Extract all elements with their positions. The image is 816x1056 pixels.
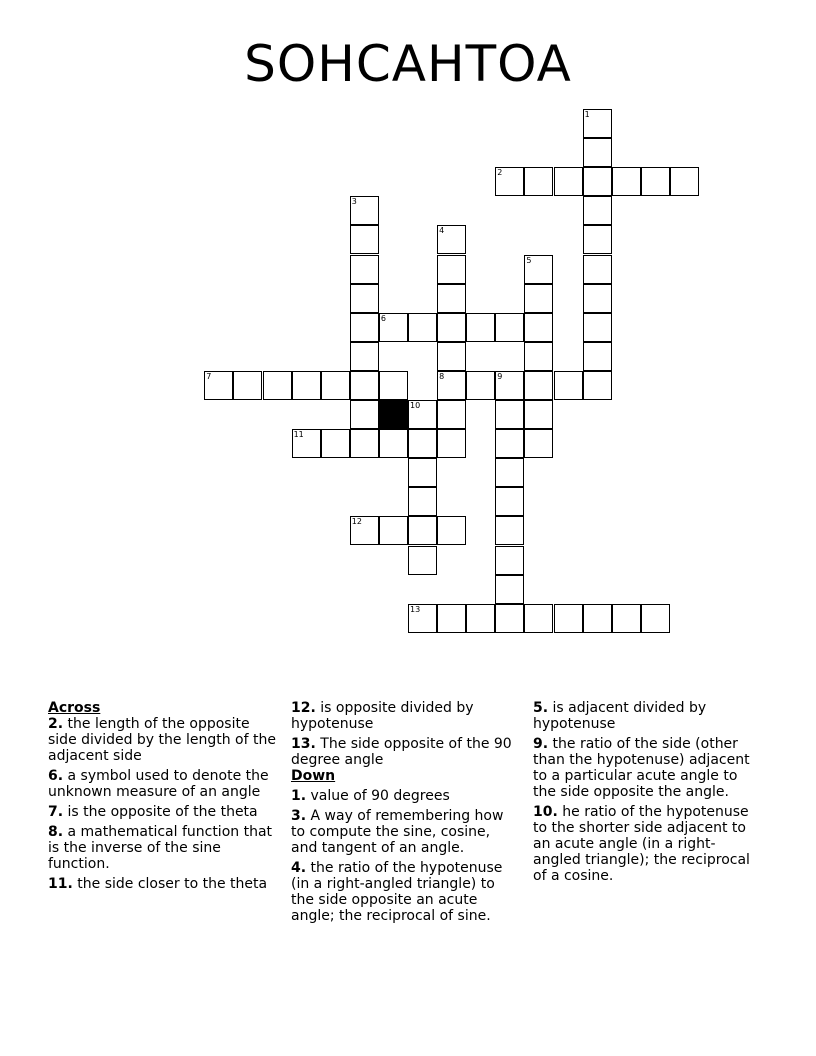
grid-cell[interactable] — [495, 604, 524, 633]
clue — [291, 860, 519, 924]
grid-cell[interactable] — [524, 400, 553, 429]
grid-cell[interactable] — [583, 371, 612, 400]
grid-cell[interactable] — [583, 342, 612, 371]
grid-cell[interactable] — [379, 516, 408, 545]
grid-cell[interactable] — [379, 313, 408, 342]
clue-text: value of 90 degrees — [306, 788, 450, 804]
grid-cell[interactable] — [292, 371, 321, 400]
grid-cell[interactable] — [466, 371, 495, 400]
grid-cell[interactable] — [437, 255, 466, 284]
page-title: SOHCAHTOA — [244, 35, 572, 93]
clue-text: The side opposite of the 90 degree angle — [291, 736, 512, 768]
grid-cell[interactable] — [408, 429, 437, 458]
clue-number-label: 6. — [48, 768, 64, 784]
clue — [48, 876, 276, 892]
grid-cell[interactable] — [408, 313, 437, 342]
grid-cell[interactable] — [641, 167, 670, 196]
clue-number-label: 2. — [48, 716, 64, 732]
clue-number: 4 — [439, 226, 445, 236]
clue-number: 5 — [526, 255, 532, 265]
clue — [48, 824, 276, 872]
clue-number-label: 4. — [291, 860, 307, 876]
clue-column-1 — [48, 700, 276, 896]
grid-cell[interactable] — [350, 255, 379, 284]
grid-cell[interactable] — [524, 429, 553, 458]
grid-cell[interactable] — [437, 604, 466, 633]
grid-cell[interactable] — [554, 604, 583, 633]
grid-cell[interactable] — [612, 604, 641, 633]
clue-number: 10 — [410, 401, 421, 410]
grid-cell[interactable] — [495, 400, 524, 429]
clue — [291, 788, 519, 804]
grid-cell[interactable] — [233, 371, 262, 400]
clue-number: 12 — [351, 517, 362, 527]
grid-cell[interactable] — [466, 604, 495, 633]
grid-cell[interactable] — [583, 196, 612, 225]
grid-cell[interactable] — [437, 284, 466, 313]
grid-cell[interactable] — [350, 313, 379, 342]
clue — [291, 736, 519, 768]
grid-cell[interactable] — [495, 516, 524, 545]
clue-text: A way of remembering how to compute the sine, cosine, and tangent of an angle. — [291, 808, 504, 856]
grid-cell[interactable] — [408, 516, 437, 545]
clue-number: 6 — [380, 313, 386, 323]
grid-cell[interactable] — [495, 429, 524, 458]
grid-cell[interactable] — [670, 167, 699, 196]
grid-cell[interactable] — [524, 167, 553, 196]
grid-cell[interactable] — [583, 255, 612, 284]
grid-cell[interactable] — [379, 429, 408, 458]
down-heading: Down — [291, 768, 336, 784]
clue — [48, 804, 276, 820]
grid-cell[interactable] — [350, 429, 379, 458]
grid-cell[interactable] — [524, 604, 553, 633]
clue — [533, 736, 761, 800]
grid-cell[interactable] — [524, 313, 553, 342]
grid-cell[interactable] — [408, 487, 437, 516]
clue-number: 2 — [497, 168, 503, 178]
clue — [291, 808, 519, 856]
grid-cell[interactable] — [583, 167, 612, 196]
clue-number: 9 — [497, 371, 503, 381]
grid-cell[interactable] — [350, 342, 379, 371]
grid-cell[interactable] — [466, 313, 495, 342]
clue-number-label: 3. — [291, 808, 307, 824]
clue-text: the side closer to the theta — [72, 876, 268, 892]
grid-cell[interactable] — [408, 604, 437, 633]
grid-cell[interactable] — [321, 429, 350, 458]
across-heading: Across — [48, 700, 101, 716]
grid-cell[interactable] — [495, 487, 524, 516]
grid-cell[interactable] — [292, 429, 321, 458]
grid-cell[interactable] — [524, 342, 553, 371]
grid-cell[interactable] — [350, 371, 379, 400]
clue-number-label: 9. — [533, 736, 549, 752]
grid-cell[interactable] — [379, 371, 408, 400]
clue-number: 13 — [410, 604, 421, 614]
grid-cell[interactable] — [495, 575, 524, 604]
grid-cell[interactable] — [495, 167, 524, 196]
clue-text: the ratio of the side (other than the hypotenuse) adjacent to a particular acute angle to the side opposite the angle. — [533, 736, 750, 800]
clue-number: 8 — [439, 371, 445, 381]
grid-cell[interactable] — [350, 516, 379, 545]
grid-cell[interactable] — [612, 167, 641, 196]
clue — [533, 700, 761, 732]
grid-cell[interactable] — [263, 371, 292, 400]
clue-number-label: 10. — [533, 804, 558, 820]
grid-cell[interactable] — [350, 225, 379, 254]
clue — [291, 700, 519, 732]
clue-number-label: 12. — [291, 700, 316, 716]
grid-cell[interactable] — [408, 400, 437, 429]
clue-text: is the opposite of the theta — [63, 804, 258, 820]
clue — [533, 804, 761, 884]
grid-cell[interactable] — [583, 138, 612, 167]
clue-number-label: 7. — [48, 804, 64, 820]
clue-number: 11 — [293, 430, 304, 440]
clue — [48, 768, 276, 800]
grid-cell[interactable] — [641, 604, 670, 633]
grid-cell[interactable] — [408, 458, 437, 487]
clue-number-label: 11. — [48, 876, 73, 892]
clue-text: the length of the opposite side divided by the length of the adjacent side — [48, 716, 276, 764]
grid-cell[interactable] — [524, 255, 553, 284]
clue-number-label: 5. — [533, 700, 549, 716]
black-cell — [379, 400, 408, 429]
grid-cell[interactable] — [583, 284, 612, 313]
clue-number-label: 13. — [291, 736, 316, 752]
grid-cell[interactable] — [583, 313, 612, 342]
grid-cell[interactable] — [437, 371, 466, 400]
grid-cell[interactable] — [437, 516, 466, 545]
grid-cell[interactable] — [350, 196, 379, 225]
grid-cell[interactable] — [350, 400, 379, 429]
clue-text: he ratio of the hypotenuse to the shorter side adjacent to an acute angle (in a right-angled triangle); the reciprocal of a cosine. — [533, 804, 750, 884]
grid-cell[interactable] — [583, 225, 612, 254]
grid-cell[interactable] — [554, 371, 583, 400]
clue-text: a symbol used to denote the unknown measure of an angle — [48, 768, 269, 800]
clue-column-2 — [291, 700, 519, 928]
clue-number: 1 — [584, 110, 590, 119]
grid-cell[interactable] — [583, 109, 612, 138]
grid-cell[interactable] — [495, 371, 524, 400]
grid-cell[interactable] — [495, 313, 524, 342]
clue — [48, 716, 276, 764]
grid-cell[interactable] — [437, 313, 466, 342]
clue-column-3 — [533, 700, 761, 888]
clue-number-label: 1. — [291, 788, 307, 804]
grid-cell[interactable] — [437, 342, 466, 371]
grid-cell[interactable] — [350, 284, 379, 313]
grid-cell[interactable] — [495, 546, 524, 575]
clue-text: is opposite divided by hypotenuse — [291, 700, 474, 732]
clue-number: 7 — [206, 371, 212, 381]
clue-text: a mathematical function that is the inverse of the sine function. — [48, 824, 273, 872]
grid-cell[interactable] — [524, 371, 553, 400]
grid-cell[interactable] — [583, 604, 612, 633]
clue-text: is adjacent divided by hypotenuse — [533, 700, 707, 732]
grid-cell[interactable] — [524, 284, 553, 313]
grid-cell[interactable] — [408, 546, 437, 575]
grid-cell[interactable] — [321, 371, 350, 400]
grid-cell[interactable] — [204, 371, 233, 400]
grid-cell[interactable] — [554, 167, 583, 196]
grid-cell[interactable] — [495, 458, 524, 487]
grid-cell[interactable] — [437, 225, 466, 254]
grid-cell[interactable] — [437, 429, 466, 458]
clue-text: the ratio of the hypotenuse (in a right-angled triangle) to the side opposite an acute angle; the reciprocal of sine. — [291, 860, 503, 924]
clue-number-label: 8. — [48, 824, 64, 840]
clue-number: 3 — [351, 197, 357, 207]
grid-cell[interactable] — [437, 400, 466, 429]
